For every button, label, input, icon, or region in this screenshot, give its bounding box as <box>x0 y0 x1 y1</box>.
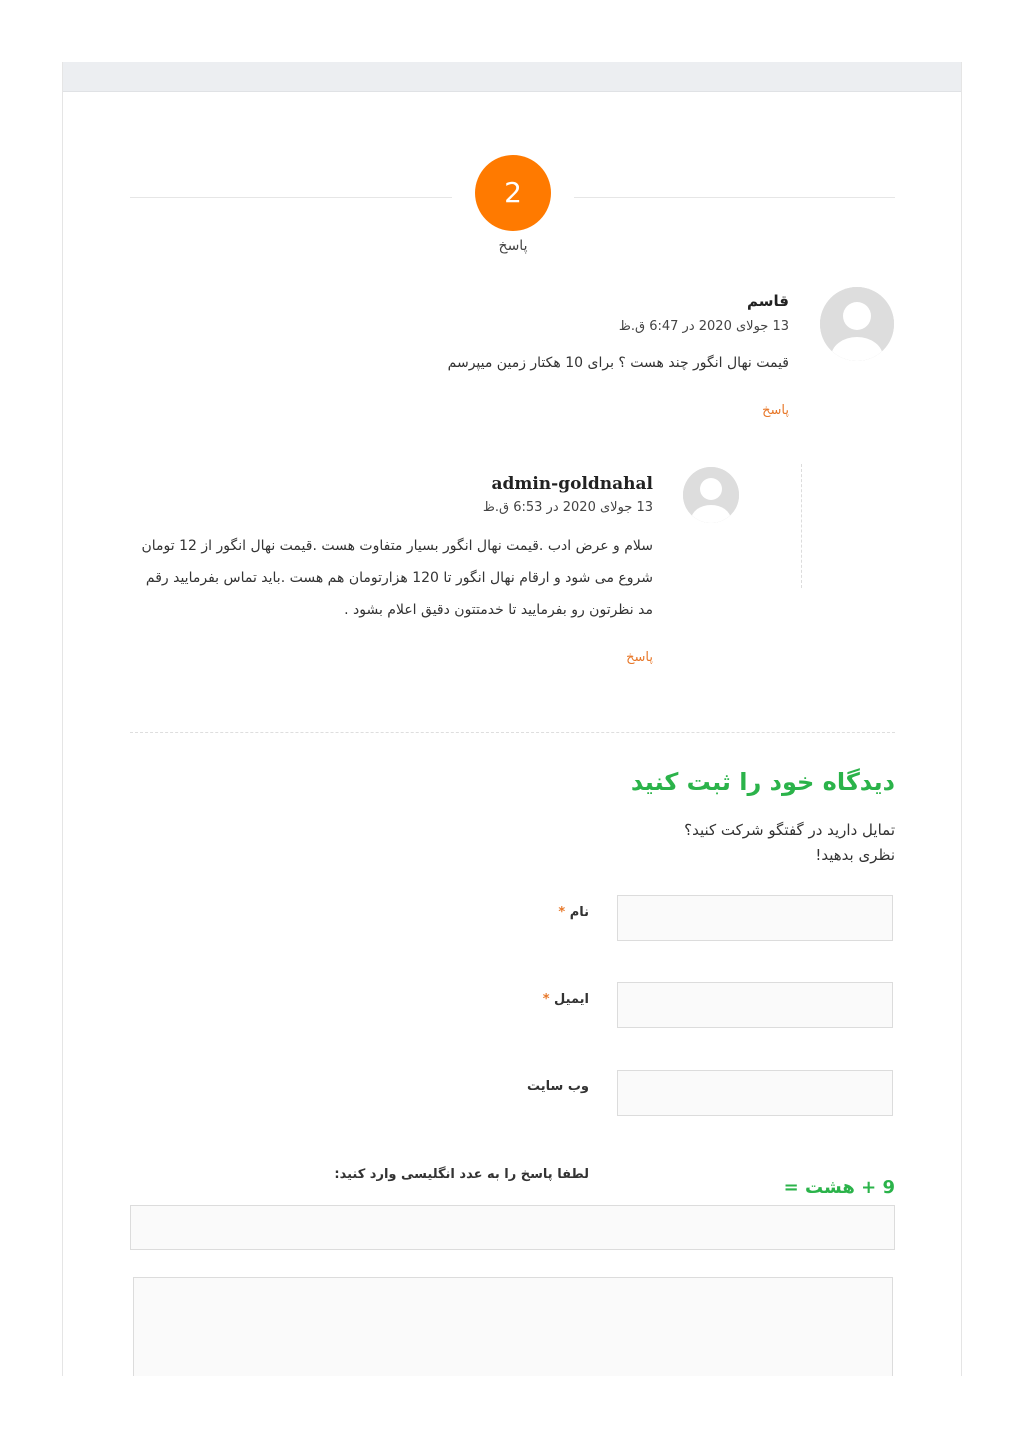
website-input[interactable] <box>617 1070 893 1116</box>
form-subtitle-line: نظری بدهید! <box>815 846 895 864</box>
email-label-text: ایمیل <box>554 992 589 1007</box>
reply-link[interactable]: پاسخ <box>762 403 789 418</box>
divider-left <box>130 197 452 198</box>
divider-right <box>574 197 895 198</box>
avatar-icon <box>820 287 894 361</box>
captcha-question: 9 + هشت = <box>783 1177 895 1198</box>
comments-section <box>62 62 962 1376</box>
email-label <box>389 992 589 1007</box>
comment-text: قیمت نهال انگور چند هست ؟ برای 10 هکتار زمین میپرسم <box>447 355 789 371</box>
required-mark: * <box>542 992 550 1007</box>
email-input[interactable] <box>617 982 893 1028</box>
comment-author: admin-goldnahal <box>491 474 653 494</box>
section-divider <box>130 732 895 733</box>
comment-text-line: سلام و عرض ادب .قیمت نهال انگور بسیار متفاوت هست .قیمت نهال انگور از 12 تومان <box>141 538 653 554</box>
form-subtitle-line: تمایل دارید در گفتگو شرکت کنید؟ <box>684 821 895 839</box>
comment-text-line: مد نظرتون رو بفرمایید تا خدمتتون دقیق اعلام بشود . <box>344 602 653 618</box>
avatar-icon <box>683 467 739 523</box>
name-label <box>389 905 589 920</box>
comment-text-line: شروع می شود و ارقام نهال انگور تا 120 هزارتومان هم هست .باید تماس بفرمایید رقم <box>145 570 653 586</box>
captcha-prompt: لطفا پاسخ را به عدد انگلیسی وارد کنید: <box>334 1167 589 1182</box>
thread-line <box>801 464 802 588</box>
captcha-input[interactable] <box>130 1205 895 1250</box>
comment-textarea[interactable] <box>133 1277 893 1376</box>
comments-count-label: پاسخ <box>498 238 528 254</box>
website-label: وب سایت <box>527 1079 589 1094</box>
comment-author: قاسم <box>747 292 789 310</box>
name-label-text: نام <box>569 905 589 920</box>
name-input[interactable] <box>617 895 893 941</box>
reply-link[interactable]: پاسخ <box>626 650 653 665</box>
required-mark: * <box>558 905 566 920</box>
comment-date[interactable]: 13 جولای 2020 در 6:47 ق.ظ <box>618 319 789 334</box>
top-bar <box>63 62 961 92</box>
form-title: دیدگاه خود را ثبت کنید <box>630 768 895 796</box>
comment-date[interactable]: 13 جولای 2020 در 6:53 ق.ظ <box>482 500 653 515</box>
comments-count-badge: 2 <box>475 155 551 231</box>
